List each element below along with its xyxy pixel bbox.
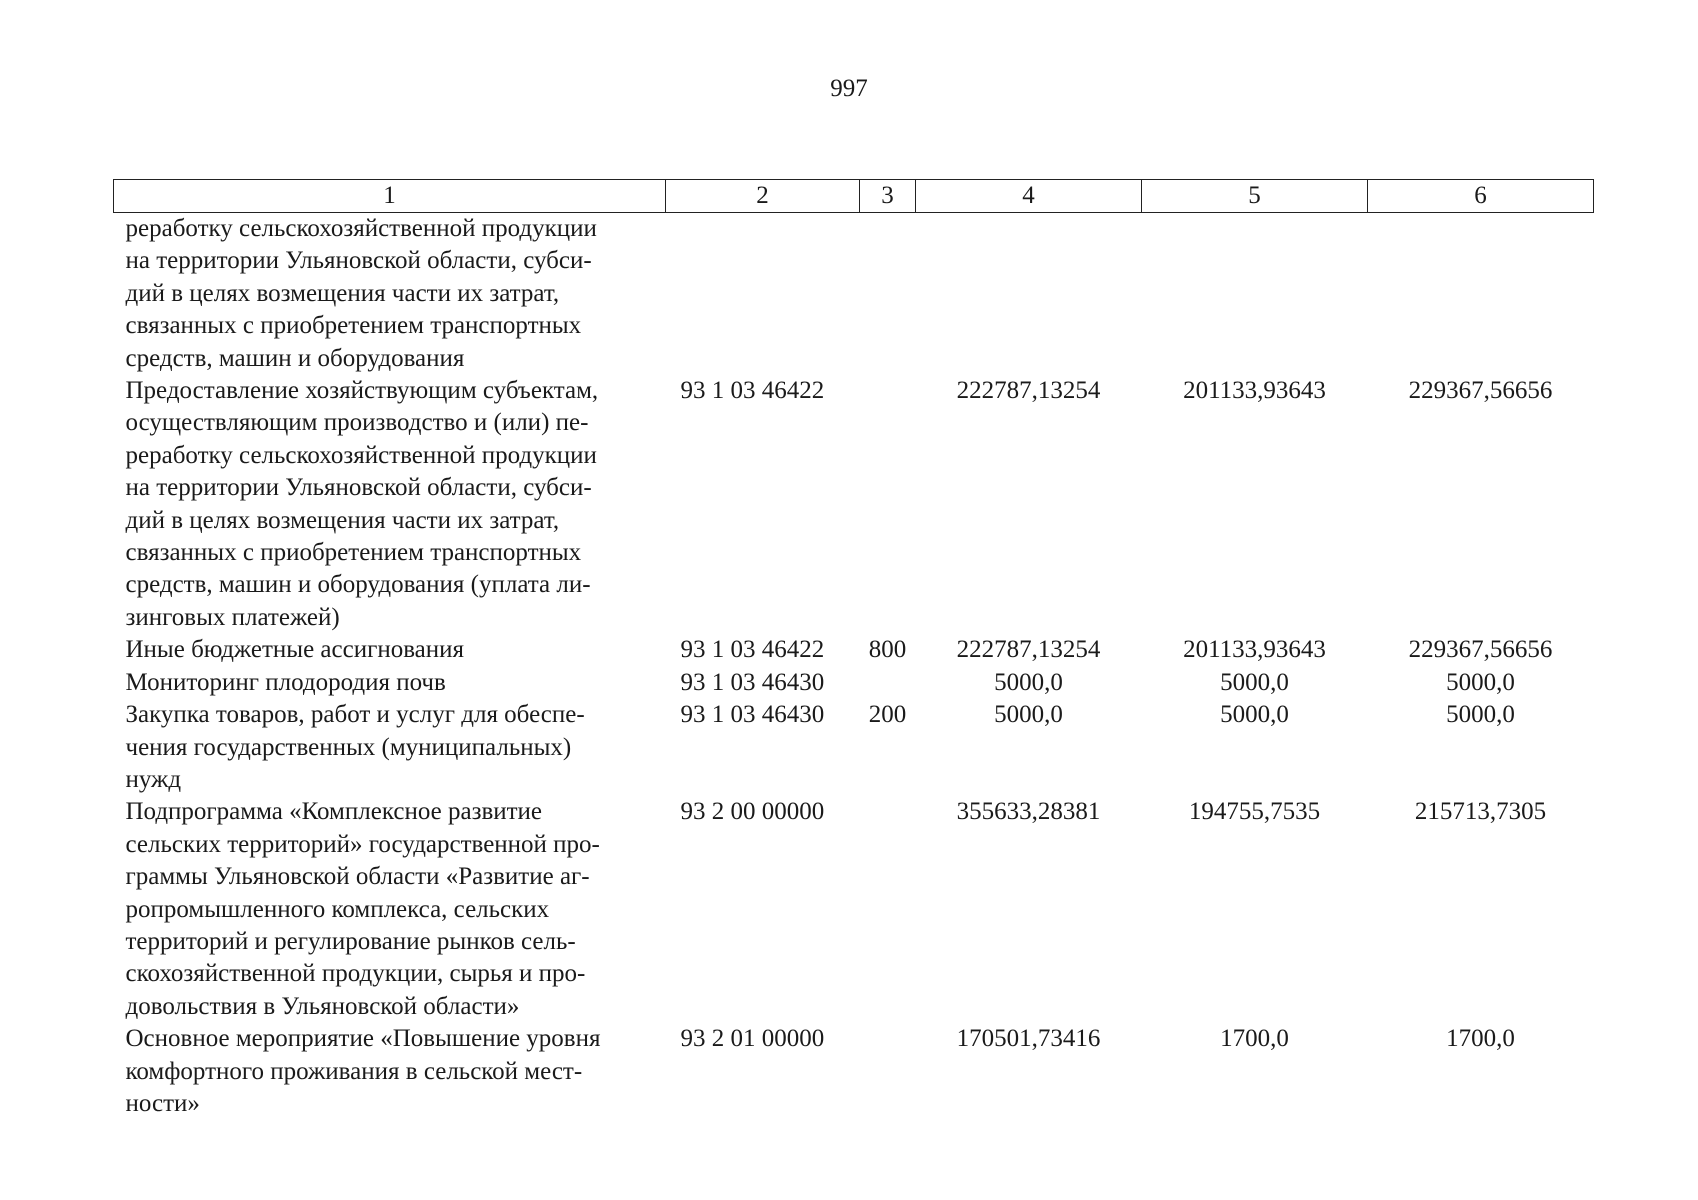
description-line: средств, машин и оборудования (уплата ли- <box>125 571 591 599</box>
column-header-2: 2 <box>666 180 860 213</box>
row-value-col6: 5000,0 <box>1446 701 1515 729</box>
row-value-col5: 201133,93643 <box>1183 377 1326 405</box>
table-row <box>114 796 1594 1023</box>
row-code <box>666 213 860 376</box>
row-code: 93 1 03 46430 <box>680 701 825 729</box>
description-line: реработку сельскохозяйственной продукции <box>125 215 597 242</box>
row-value-col4: 355633,28381 <box>956 798 1101 826</box>
description-line: дий в целях возмещения части их затрат, <box>125 506 560 534</box>
row-description <box>114 375 666 634</box>
row-expense-type <box>860 213 916 376</box>
description-line: комфортного проживания в сельской мест- <box>125 1057 583 1085</box>
row-value-col4: 5000,0 <box>994 701 1063 729</box>
row-value-col6: 5000,0 <box>1446 668 1515 696</box>
description-line: территорий и регулирование рынков сель- <box>125 927 576 955</box>
description-line: осуществляющим производство и (или) пе- <box>125 409 589 437</box>
column-header-1: 1 <box>114 180 666 213</box>
row-code: 93 2 01 00000 <box>680 1025 825 1053</box>
row-value-col6: 229367,56656 <box>1408 377 1553 405</box>
row-value-col6 <box>1368 213 1594 376</box>
description-line: Основное мероприятие «Повышение уровня <box>125 1025 601 1053</box>
row-expense-type: 200 <box>868 701 907 729</box>
description-line: реработку сельскохозяйственной продукции <box>125 441 597 469</box>
row-expense-type: 800 <box>868 636 907 664</box>
row-description <box>114 213 666 376</box>
description-line: Подпрограмма «Комплексное развитие <box>125 798 543 826</box>
row-value-col4: 222787,13254 <box>956 636 1101 664</box>
column-header-4: 4 <box>916 180 1142 213</box>
description-line: Мониторинг плодородия почв <box>125 668 446 696</box>
description-line: граммы Ульяновской области «Развитие аг- <box>125 863 590 891</box>
row-description <box>114 1023 666 1120</box>
row-value-col6: 215713,7305 <box>1414 798 1547 826</box>
table-body <box>114 213 1594 1121</box>
description-line: на территории Ульяновской области, субси- <box>125 247 592 275</box>
row-expense-type <box>860 1023 916 1120</box>
row-value-col5: 1700,0 <box>1220 1025 1289 1053</box>
row-value-col6: 229367,56656 <box>1408 636 1553 664</box>
row-expense-type <box>860 796 916 1023</box>
budget-table <box>113 179 1594 1120</box>
table-row <box>114 667 1594 699</box>
description-line: ропромышленного комплекса, сельских <box>125 895 550 923</box>
table-row <box>114 1023 1594 1120</box>
row-expense-type <box>860 375 916 634</box>
row-code: 93 1 03 46422 <box>680 377 825 405</box>
row-code: 93 2 00 00000 <box>680 798 825 826</box>
row-description <box>114 699 666 796</box>
description-line: Закупка товаров, работ и услуг для обеспе- <box>125 701 585 729</box>
description-line: нужд <box>125 765 182 793</box>
row-value-col4 <box>916 213 1142 376</box>
row-value-col4: 222787,13254 <box>956 377 1101 405</box>
row-description <box>114 667 666 699</box>
column-header-6: 6 <box>1368 180 1594 213</box>
description-line: дий в целях возмещения части их затрат, <box>125 279 560 307</box>
row-value-col5: 201133,93643 <box>1183 636 1326 664</box>
description-line: ности» <box>125 1089 200 1117</box>
description-line: чения государственных (муниципальных) <box>125 733 572 761</box>
description-line: на территории Ульяновской области, субси- <box>125 474 592 502</box>
row-value-col5 <box>1142 213 1368 376</box>
description-line: довольствия в Ульяновской области» <box>125 992 520 1020</box>
description-line: скохозяйственной продукции, сырья и про- <box>125 960 586 988</box>
description-line: связанных с приобретением транспортных <box>125 539 582 567</box>
row-value-col5: 194755,7535 <box>1188 798 1321 826</box>
row-code: 93 1 03 46430 <box>680 668 825 696</box>
table-header <box>114 180 1594 213</box>
row-code: 93 1 03 46422 <box>680 636 825 664</box>
column-header-3: 3 <box>860 180 916 213</box>
table-row <box>114 699 1594 796</box>
row-expense-type <box>860 667 916 699</box>
description-line: Предоставление хозяйствующим субъектам, <box>125 377 599 405</box>
table-row <box>114 213 1594 376</box>
description-line: зинговых платежей) <box>125 603 340 631</box>
description-line: средств, машин и оборудования <box>125 344 465 372</box>
row-value-col5: 5000,0 <box>1220 701 1289 729</box>
column-header-5: 5 <box>1142 180 1368 213</box>
description-line: Иные бюджетные ассигнования <box>125 636 465 664</box>
row-value-col4: 5000,0 <box>994 668 1063 696</box>
description-line: сельских территорий» государственной про- <box>125 830 600 858</box>
description-line: связанных с приобретением транспортных <box>125 312 582 340</box>
row-description <box>114 634 666 666</box>
table-row <box>114 375 1594 634</box>
row-value-col4: 170501,73416 <box>956 1025 1101 1053</box>
row-description <box>114 796 666 1023</box>
table-row <box>114 634 1594 666</box>
row-value-col6: 1700,0 <box>1446 1025 1515 1053</box>
page-number: 997 <box>830 75 868 102</box>
header-row <box>114 180 1594 213</box>
row-value-col5: 5000,0 <box>1220 668 1289 696</box>
